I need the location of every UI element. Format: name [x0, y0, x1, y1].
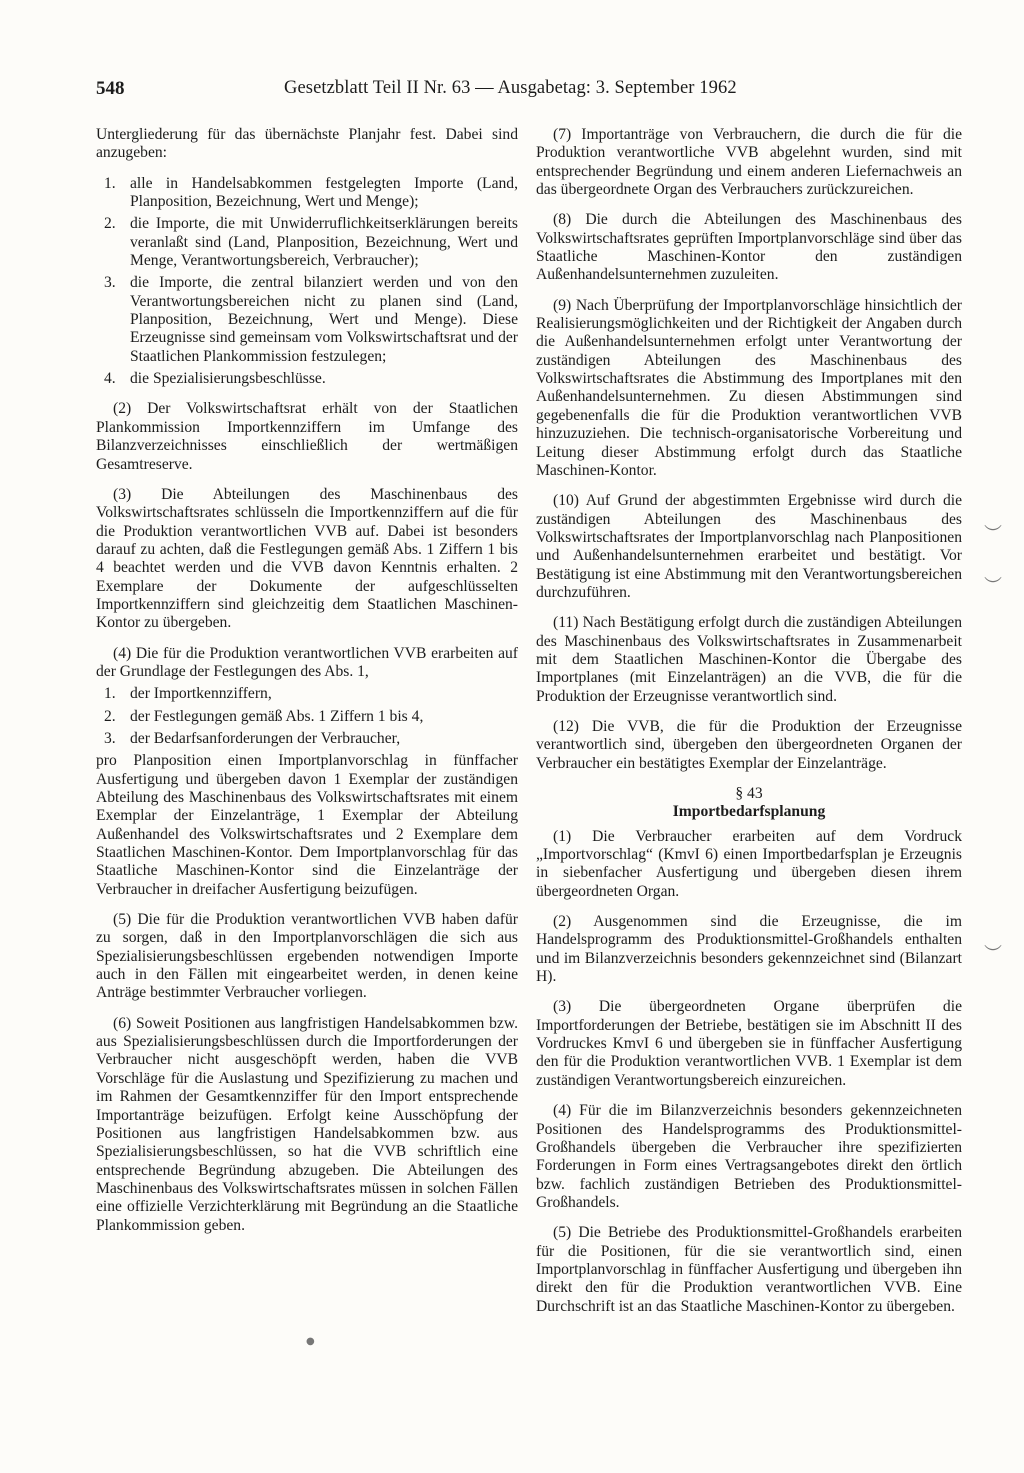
list-item-number: 3. — [104, 274, 116, 292]
list-item-number: 1. — [104, 685, 116, 703]
dot-mark-icon: ● — [306, 1336, 315, 1347]
section-number: § 43 — [735, 785, 763, 802]
page-header — [96, 78, 930, 108]
list-item-text: der Bedarfsanforderungen der Verbraucher, — [130, 729, 401, 747]
gazette-title: Gesetzblatt Teil II Nr. 63 — Ausgabetag: 3. September 1962 — [284, 78, 737, 98]
section-paragraph-4: (4) Für die im Bilanzverzeichnis besonders gekennzeichneten Positionen des Handelsprogramms des Produktionsmittel-Großhandels übergeben die Verbraucher ihre spezifizierten Forderungen in Form eines Vertragsangebotes direkt den örtlich bzw. fachlich zuständigen Betrieben des Produktionsmittel-Großhandels. — [536, 1102, 962, 1211]
section-paragraph-3: (3) Die übergeordneten Organe überprüfen die Importforderungen der Betriebe, bestätigen sie im Abschnitt II des Vordruckes KmvI 6 und übergeben sie in fünffacher Ausfertigung den für die Produktion verantwortlichen VVB. 1 Exemplar ist dem zuständigen Verantwortungsbereich einzureichen. — [536, 998, 962, 1089]
list-item-number: 2. — [104, 707, 116, 725]
list-item-text: der Importkennziffern, — [130, 685, 272, 703]
intro-paragraph: Untergliederung für das übernächste Planjahr fest. Dabei sind anzugeben: — [96, 126, 518, 162]
list-item-text: die Importe, die mit Unwiderruflichkeitserklärungen bereits veranlaßt sind (Land, Planposition, Bezeichnung, Wert und Menge, Verantwortungsbereich, Verbraucher); — [130, 215, 518, 270]
list-item — [96, 370, 518, 388]
list-item-number: 4. — [104, 370, 116, 388]
paragraph-9: (9) Nach Überprüfung der Importplanvorschläge hinsichtlich der Realisierungsmöglichkeiten und der Richtigkeit der Angaben durch die Außenhandelsunternehmen erfolgt unter Verantwortung der zuständigen Abteilungen des Maschinenbaus des Volkswirtschaftsrates die Abstimmung des Importplanes mit den Außenhandelsunternehmen. Zu diesen Abstimmungen sind gegebenenfalls die für die Produktion verantwortlichen VVB hinzuzuziehen. Die technisch-organisatorische Vorbereitung und Leitung dieser Abstimmung erfolgt durch das Staatliche Maschinen-Kontor. — [536, 296, 962, 479]
list-item-text: die Importe, die zentral bilanziert werden und von den Verantwortungsbereichen nicht zu planen sind (Land, Planposition, Bezeichnung, Wert und Menge). Diese Erzeugnisse sind gemeinsam vom Volkswirtschaftsrat und der Staatlichen Plankommission festzulegen; — [130, 274, 518, 365]
section-title: Importbedarfsplanung — [672, 803, 826, 821]
paragraph-6: (6) Soweit Positionen aus langfristigen Handelsabkommen bzw. aus Spezialisierungsbeschlüssen durch die Importforderungen der Verbraucher nicht ausgeschöpft werden, haben die VVB Vorschläge für die Auslastung und Spezifizierung zu machen und im Rahmen der Gesamtkennziffer für den Import entsprechende Importanträge beizufügen. Erfolgt keine Ausschöpfung der Positionen aus langfristigen Handelsabkommen bzw. aus Spezialisierungsbeschlüssen, so hat die VVB schriftlich eine entsprechende Begründung abzugeben. Die Abteilungen des Maschinenbaus des Volkswirtschaftsrates müssen in solchen Fällen eine offizielle Verzichterklärung mit Begründung an die Staatliche Plankommission geben. — [96, 1014, 518, 1234]
left-column — [96, 126, 518, 1247]
paragraph-5: (5) Die für die Produktion verantwortlichen VVB haben dafür zu sorgen, daß in den Importplanvorschlägen die sich aus Spezialisierungsbeschlüssen ergebenden notwendigen Importe auch in den Fällen mit eingearbeitet werden, in denen keine Anträge bestimmter Verbraucher vorliegen. — [96, 911, 518, 1002]
list-item-number: 3. — [104, 729, 116, 747]
list-item — [96, 708, 518, 726]
right-column — [536, 126, 962, 1328]
paragraph-7: (7) Importanträge von Verbrauchern, die durch die für die Produktion verantwortliche VVB abgelehnt wurden, sind mit entsprechender Begründung und einem anderen Liefernachweis an das übergeordnete Organ des Verbrauchers zurückzureichen. — [536, 126, 962, 199]
section-paragraph-2: (2) Ausgenommen sind die Erzeugnisse, die im Handelsprogramm des Produktionsmittel-Großhandels enthalten und im Bilanzverzeichnis besonders gekennzeichnet sind (Bilanzart H). — [536, 913, 962, 986]
list-item — [96, 175, 518, 212]
list-item — [96, 215, 518, 270]
list-required-items — [96, 175, 518, 389]
paragraph-12: (12) Die VVB, die für die Produktion der Erzeugnisse verantwortlich sind, übergeben den übergeordneten Organen der Verbraucher ein bestätigtes Exemplar der Einzelanträge. — [536, 717, 962, 772]
paragraph-8: (8) Die durch die Abteilungen des Maschinenbaus des Volkswirtschaftsrates geprüften Importplanvorschläge sind über das Staatliche Maschinen-Kontor den zuständigen Außenhandelsunternehmen zuzuleiten. — [536, 211, 962, 284]
list-item-text: alle in Handelsabkommen festgelegten Importe (Land, Planposition, Bezeichnung, Wert und Menge); — [130, 174, 518, 211]
margin-tick-icon: ︶ — [984, 524, 1002, 545]
section-paragraph-5: (5) Die Betriebe des Produktionsmittel-Großhandels erarbeiten für die Positionen, für die sie verantwortlich sind, einen Importplanvorschlag in fünffacher Ausfertigung und übergeben ihn direkt den für die Produktion verantwortlichen VVB. Eine Durchschrift ist an das Staatliche Maschinen-Kontor zu übergeben. — [536, 1224, 962, 1315]
list-item — [96, 274, 518, 366]
list-item-number: 1. — [104, 174, 116, 192]
list-item-text: der Festlegungen gemäß Abs. 1 Ziffern 1 bis 4, — [130, 707, 424, 725]
page-number: 548 — [96, 78, 125, 99]
list-item — [96, 730, 518, 748]
paragraph-3: (3) Die Abteilungen des Maschinenbaus des Volkswirtschaftsrates schlüsseln die Importkennziffern auf die für die Produktion verantwortlichen VVB auf. Dabei ist besonders darauf zu achten, daß die Festlegungen gemäß Abs. 1 Ziffern 1 bis 4 beachtet werden und die VVB davon Kenntnis erhalten. 2 Exemplare der Dokumente der aufgeschlüsselten Importkennziffern sind gleichzeitig dem Staatlichen Maschinen-Kontor zu übergeben. — [96, 485, 518, 632]
paragraph-2: (2) Der Volkswirtschaftsrat erhält von der Staatlichen Plankommission Importkennziffern im Umfange des Bilanzverzeichnisses einschließlich der wertmäßigen Gesamtreserve. — [96, 400, 518, 473]
paragraph-4-continuation: pro Planposition einen Importplanvorschlag in fünffacher Ausfertigung und übergeben davon 1 Exemplar der zuständigen Abteilung des Maschinenbaus des Volkswirtschaftsrates mit einem Exemplar der Einzelanträge, 1 Exemplar der Abteilung Außenhandel des Volkswirtschaftsrates und 2 Exemplare dem Staatlichen Maschinen-Kontor. Dem Importplanvorschlag für das Staatliche Maschinen-Kontor sind die Einzelanträge der Verbraucher in dreifacher Ausfertigung beizufügen. — [96, 752, 518, 898]
list-item-text: die Spezialisierungsbeschlüsse. — [130, 370, 326, 388]
margin-tick-icon: ︶ — [984, 576, 1002, 597]
section-paragraph-1: (1) Die Verbraucher erarbeiten auf dem Vordruck „Importvorschlag“ (KmvI 6) einen Importbedarfsplan je Erzeugnis in siebenfacher Ausfertigung und übergeben diesen ihrem übergeordneten Organ. — [536, 827, 962, 900]
margin-tick-icon: ︶ — [984, 944, 1002, 965]
paragraph-11: (11) Nach Bestätigung erfolgt durch die zuständigen Abteilungen des Maschinenbaus des Volkswirtschaftsrates in Zusammenarbeit mit dem Staatlichen Maschinen-Kontor die Übergabe des Importplanes (mit Einzelanträgen) an die VVB, die für die Produktion der Erzeugnisse verantwortlich sind. — [536, 614, 962, 705]
list-item-number: 2. — [104, 215, 116, 233]
paragraph-10: (10) Auf Grund der abgestimmten Ergebnisse wird durch die zuständigen Abteilungen des Maschinenbaus des Volkswirtschaftsrates der Importplanvorschlag nach Planpositionen und Außenhandelsunternehmen erarbeitet und bestätigt. Vor Bestätigung ist eine Abstimmung mit den Verantwortungsbereichen durchzuführen. — [536, 492, 962, 601]
list-basis-items — [96, 685, 518, 748]
list-item — [96, 685, 518, 703]
paragraph-4-intro: (4) Die für die Produktion verantwortlichen VVB erarbeiten auf der Grundlage der Festlegungen des Abs. 1, — [96, 644, 518, 680]
